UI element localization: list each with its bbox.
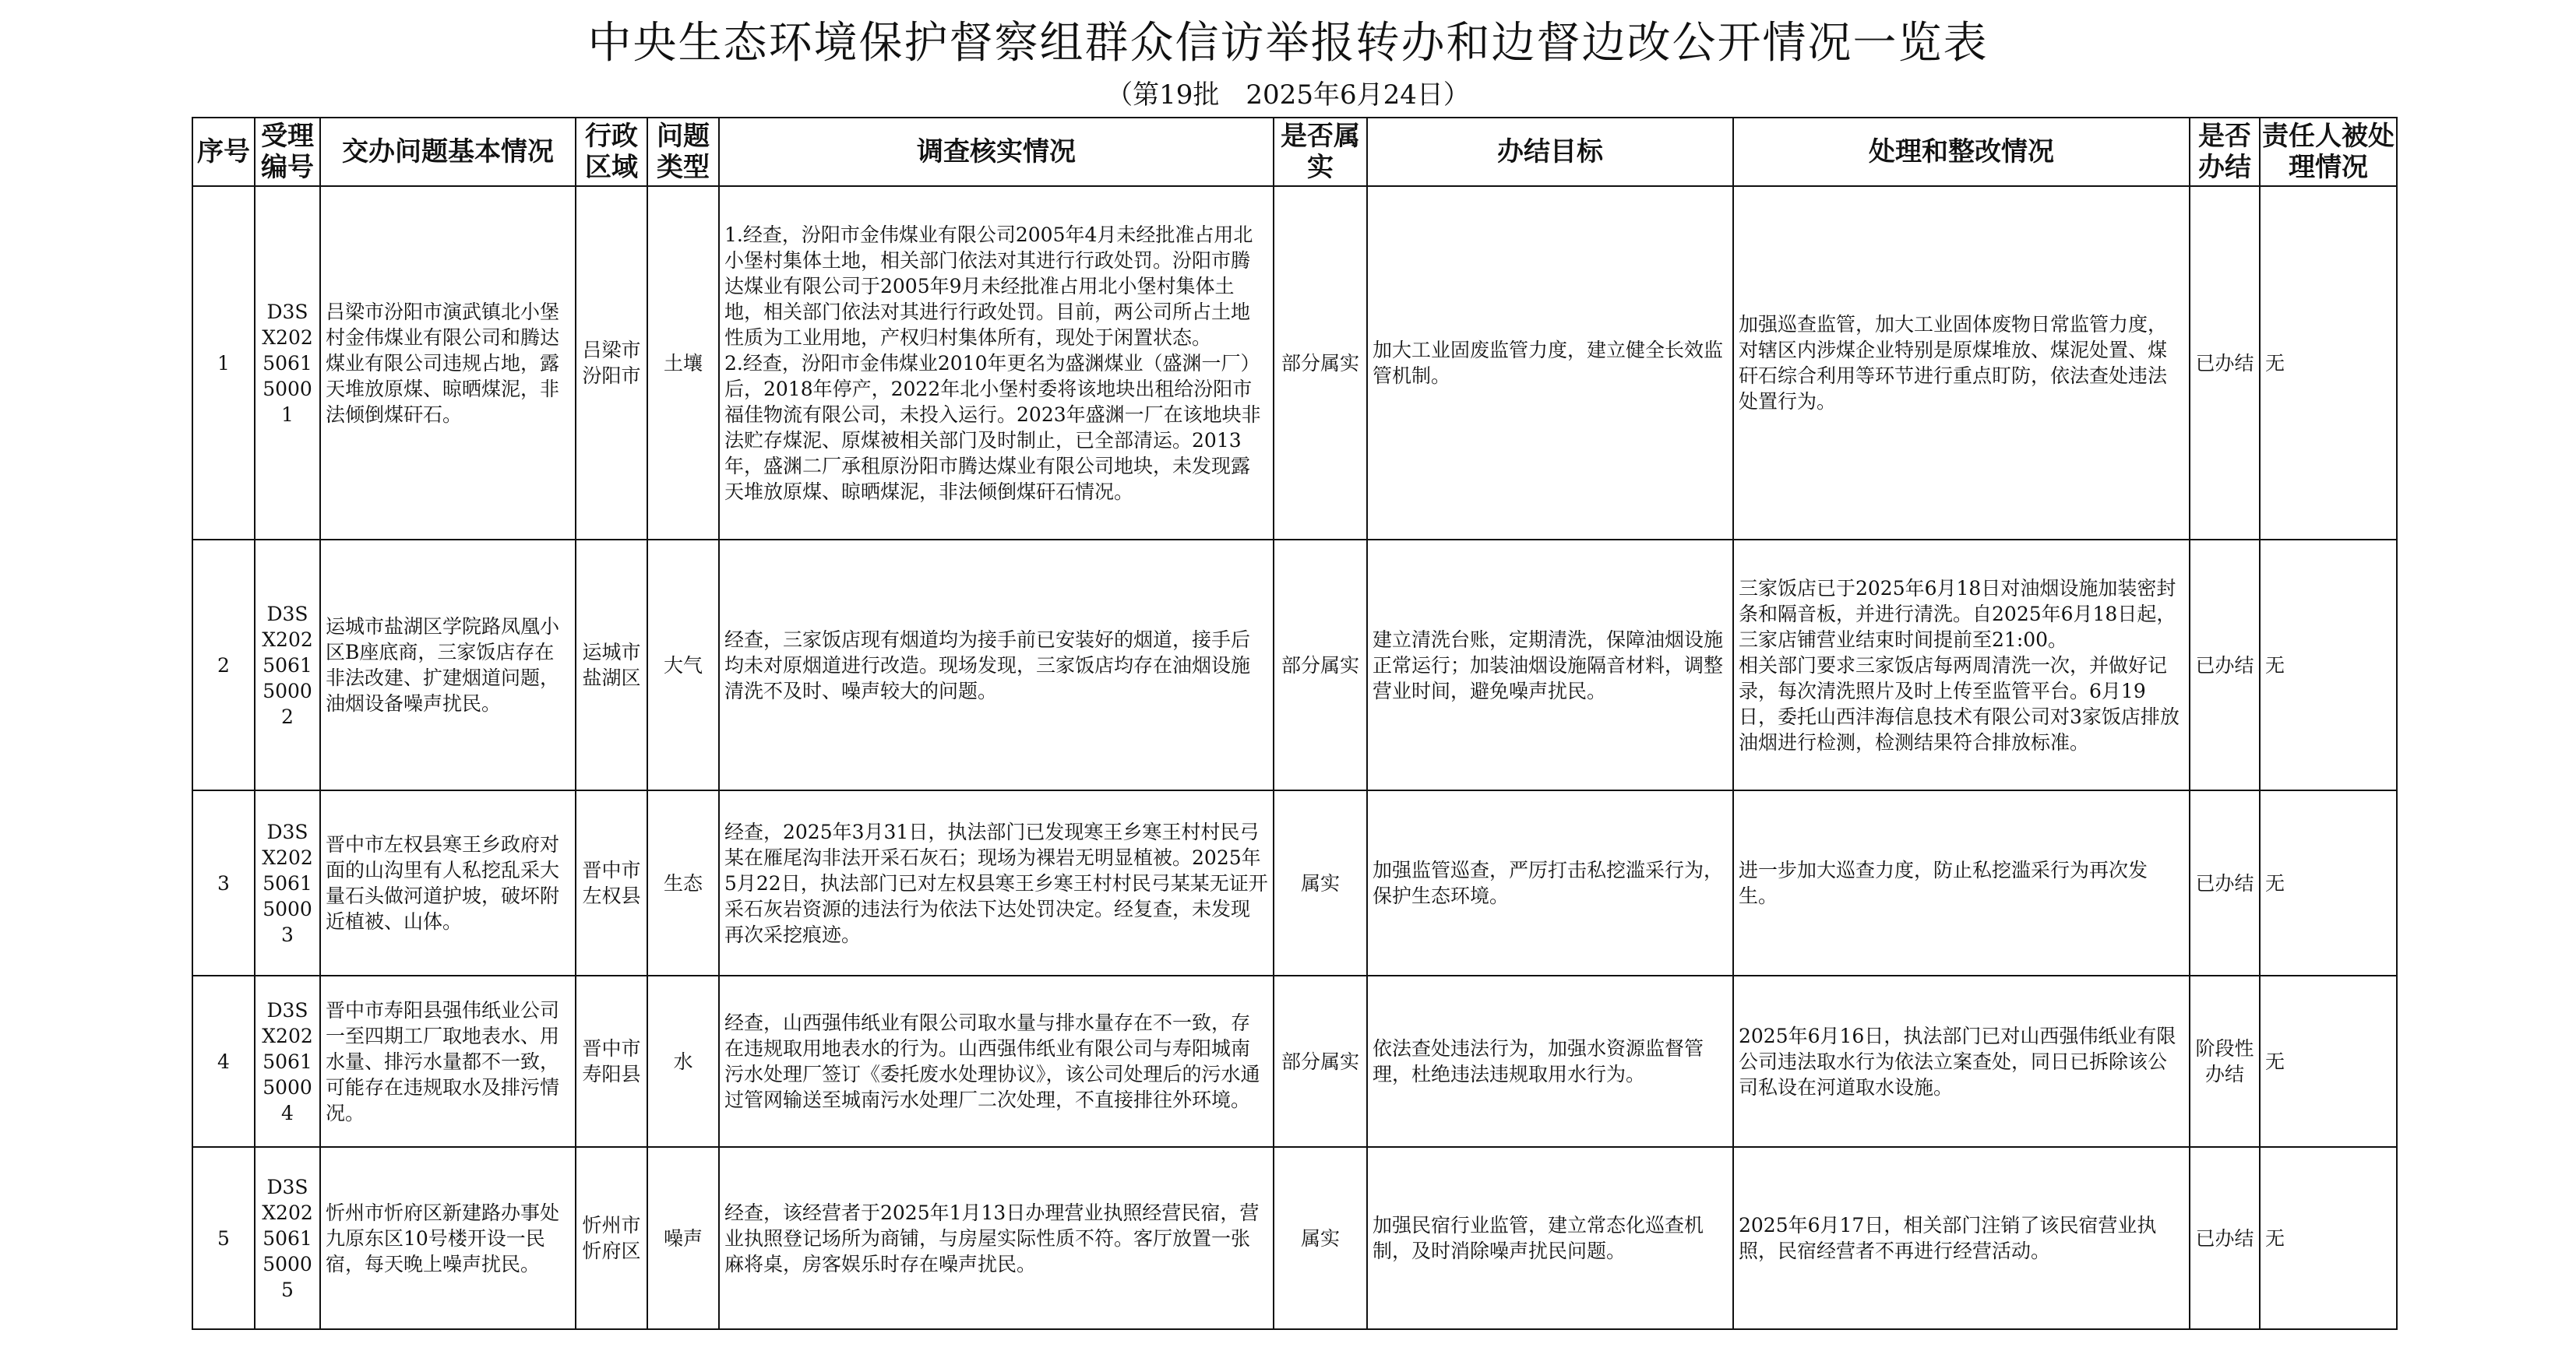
cell-receipt-no: D3SX202506150003 [255,790,320,976]
cell-investigation: 经查，2025年3月31日，执法部门已发现寒王乡寒王村村民弓某在雁尾沟非法开采石灰石；现场为裸岩无明显植被。2025年5月22日，执法部门已对左权县寒王乡寒王村村民弓某某无证开采石灰岩资源的违法行为依法下达处罚决定。经复查，未发现再次采挖痕迹。 [719,790,1274,976]
cell-accountability: 无 [2260,1147,2397,1329]
cell-seq: 4 [192,976,255,1147]
header-issue: 交办问题基本情况 [320,118,576,186]
cell-closed: 已办结 [2190,540,2260,790]
table-row [192,790,2397,976]
cell-closed: 已办结 [2190,790,2260,976]
header-accountability: 责任人被处理情况 [2260,118,2397,186]
table-row [192,540,2397,790]
cell-receipt-no: D3SX202506150001 [255,186,320,540]
cell-rectification: 2025年6月17日，相关部门注销了该民宿营业执照，民宿经营者不再进行经营活动。 [1733,1147,2190,1329]
cell-verified: 属实 [1274,1147,1367,1329]
cell-target: 加大工业固废监管力度，建立健全长效监管机制。 [1367,186,1733,540]
header-seq: 序号 [192,118,255,186]
cell-issue: 运城市盐湖区学院路凤凰小区B座底商，三家饭店存在非法改建、扩建烟道问题，油烟设备噪声扰民。 [320,540,576,790]
cell-receipt-no: D3SX202506150002 [255,540,320,790]
cell-verified: 部分属实 [1274,540,1367,790]
cell-issue: 晋中市寿阳县强伟纸业公司一至四期工厂取地表水、用水量、排污水量都不一致，可能存在违规取水及排污情况。 [320,976,576,1147]
cell-investigation: 经查，该经营者于2025年1月13日办理营业执照经营民宿，营业执照登记场所为商铺，与房屋实际性质不符。客厅放置一张麻将桌，房客娱乐时存在噪声扰民。 [719,1147,1274,1329]
cell-seq: 2 [192,540,255,790]
cell-verified: 部分属实 [1274,976,1367,1147]
cell-closed: 已办结 [2190,1147,2260,1329]
cell-type: 大气 [647,540,719,790]
table-row [192,186,2397,540]
cell-target: 建立清洗台账，定期清洗，保障油烟设施正常运行；加装油烟设施隔音材料，调整营业时间，避免噪声扰民。 [1367,540,1733,790]
cell-target: 加强民宿行业监管，建立常态化巡查机制，及时消除噪声扰民问题。 [1367,1147,1733,1329]
cell-seq: 5 [192,1147,255,1329]
document-subtitle: （第19批 2025年6月24日） [1106,79,1470,111]
header-verified: 是否属实 [1274,118,1367,186]
cell-accountability: 无 [2260,790,2397,976]
cell-type: 噪声 [647,1147,719,1329]
cell-closed: 已办结 [2190,186,2260,540]
cell-target: 依法查处违法行为，加强水资源监督管理，杜绝违法违规取用水行为。 [1367,976,1733,1147]
header-region: 行政区域 [576,118,647,186]
cell-verified: 属实 [1274,790,1367,976]
cell-investigation: 经查，山西强伟纸业有限公司取水量与排水量存在不一致，存在违规取用地表水的行为。山西强伟纸业有限公司与寿阳城南污水处理厂签订《委托废水处理协议》，该公司处理后的污水通过管网输送至城南污水处理厂二次处理，不直接排往外环境。 [719,976,1274,1147]
cell-accountability: 无 [2260,186,2397,540]
cell-rectification: 进一步加大巡查力度，防止私挖滥采行为再次发生。 [1733,790,2190,976]
cell-rectification: 2025年6月16日，执法部门已对山西强伟纸业有限公司违法取水行为依法立案查处，同日已拆除该公司私设在河道取水设施。 [1733,976,2190,1147]
cell-region: 晋中市寿阳县 [576,976,647,1147]
cell-region: 吕梁市汾阳市 [576,186,647,540]
header-rectification: 处理和整改情况 [1733,118,2190,186]
report-table [192,117,2398,1330]
table-row [192,1147,2397,1329]
cell-seq: 1 [192,186,255,540]
cell-receipt-no: D3SX202506150005 [255,1147,320,1329]
cell-seq: 3 [192,790,255,976]
header-type: 问题类型 [647,118,719,186]
cell-type: 土壤 [647,186,719,540]
document-title: 中央生态环境保护督察组群众信访举报转办和边督边改公开情况一览表 [587,18,1989,69]
cell-receipt-no: D3SX202506150004 [255,976,320,1147]
table-row [192,976,2397,1147]
cell-issue: 忻州市忻府区新建路办事处九原东区10号楼开设一民宿，每天晚上噪声扰民。 [320,1147,576,1329]
cell-accountability: 无 [2260,540,2397,790]
cell-type: 水 [647,976,719,1147]
header-investigation: 调查核实情况 [719,118,1274,186]
cell-region: 晋中市左权县 [576,790,647,976]
cell-investigation: 经查，三家饭店现有烟道均为接手前已安装好的烟道，接手后均未对原烟道进行改造。现场发现，三家饭店均存在油烟设施清洗不及时、噪声较大的问题。 [719,540,1274,790]
header-closed: 是否办结 [2190,118,2260,186]
cell-issue: 晋中市左权县寒王乡政府对面的山沟里有人私挖乱采大量石头做河道护坡，破坏附近植被、山体。 [320,790,576,976]
cell-rectification: 三家饭店已于2025年6月18日对油烟设施加装密封条和隔音板，并进行清洗。自2025年6月18日起，三家店铺营业结束时间提前至21:00。 相关部门要求三家饭店每两周清洗一次，并做好记录，每次清洗照片及时上传至监管平台。6月19日，委托山西沣海信息技术有限公司对3家饭店排放油烟进行检测，检测结果符合排放标准。 [1733,540,2190,790]
cell-target: 加强监管巡查，严厉打击私挖滥采行为，保护生态环境。 [1367,790,1733,976]
header-receipt-no: 受理编号 [255,118,320,186]
cell-issue: 吕梁市汾阳市演武镇北小堡村金伟煤业有限公司和腾达煤业有限公司违规占地，露天堆放原煤、晾晒煤泥，非法倾倒煤矸石。 [320,186,576,540]
cell-investigation: 1.经查，汾阳市金伟煤业有限公司2005年4月未经批准占用北小堡村集体土地，相关部门依法对其进行行政处罚。汾阳市腾达煤业有限公司于2005年9月未经批准占用北小堡村集体土地，相关部门依法对其进行行政处罚。目前，两公司所占土地性质为工业用地，产权归村集体所有，现处于闲置状态。 2.经查，汾阳市金伟煤业2010年更名为盛渊煤业（盛渊一厂）后，2018年停产，2022年北小堡村委将该地块出租给汾阳市福佳物流有限公司，未投入运行。2023年盛渊一厂在该地块非法贮存煤泥、原煤被相关部门及时制止，已全部清运。2013年，盛渊二厂承租原汾阳市腾达煤业有限公司地块，未发现露天堆放原煤、晾晒煤泥，非法倾倒煤矸石情况。 [719,186,1274,540]
cell-closed: 阶段性办结 [2190,976,2260,1147]
cell-region: 忻州市忻府区 [576,1147,647,1329]
header-target: 办结目标 [1367,118,1733,186]
cell-accountability: 无 [2260,976,2397,1147]
cell-rectification: 加强巡查监管，加大工业固体废物日常监管力度，对辖区内涉煤企业特别是原煤堆放、煤泥处置、煤矸石综合利用等环节进行重点盯防，依法查处违法处置行为。 [1733,186,2190,540]
cell-verified: 部分属实 [1274,186,1367,540]
table-header-row [192,118,2397,186]
cell-region: 运城市盐湖区 [576,540,647,790]
cell-type: 生态 [647,790,719,976]
